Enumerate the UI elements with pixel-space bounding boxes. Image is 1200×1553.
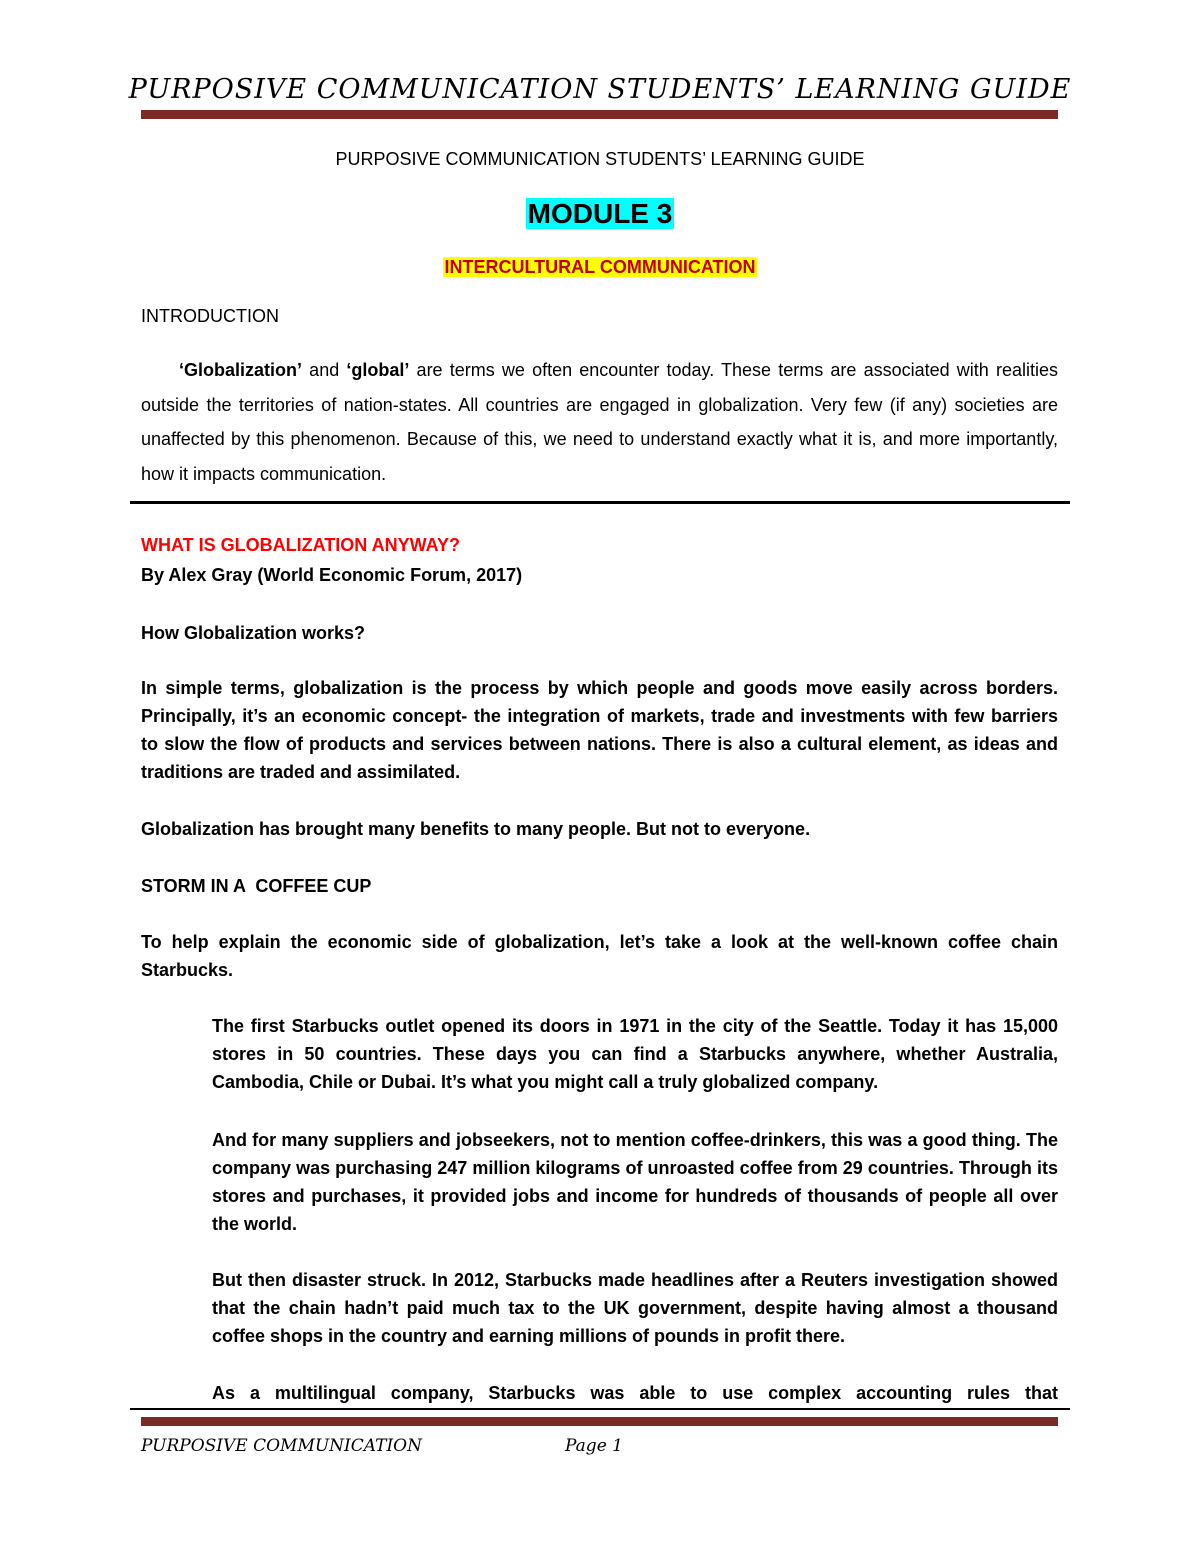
intro-and: and xyxy=(302,360,347,380)
article-paragraph-2: Globalization has brought many benefits to many people. But not to everyone. xyxy=(141,819,811,839)
module-label-text: MODULE 3 xyxy=(527,198,673,229)
article-paragraph-4: The first Starbucks outlet opened its doors in 1971 in the city of the Seattle. Today it has 15,000 stores in 50 countries. These days you can find a Starbucks anywhere, whether Australia, Cambodia, Chile or Dubai. It’s what you might call a truly globalized company. xyxy=(212,1016,1058,1092)
article-paragraph-1: In simple terms, globalization is the process by which people and goods move easily across borders. Principally, it’s an economic concept- the integration of markets, trade and investments with few barriers to slow the flow of products and services between nations. There is also a cultural element, as ideas and traditions are traded and assimilated. xyxy=(141,678,1058,782)
footer-course-name: PURPOSIVE COMMUNICATION xyxy=(141,1436,422,1456)
section-divider xyxy=(130,501,1070,504)
footer-rule xyxy=(141,1417,1058,1426)
term-global: ‘global’ xyxy=(346,360,410,380)
intro-rest: are terms we often encounter today. These terms are associated with realities outside the territories of nation-states. All countries are engaged in globalization. Very few (if any) societies are unaffected by this phenomenon. Because of this, we need to understand exactly what it is, and more importantly, how it impacts communication. xyxy=(141,360,1058,484)
intro-paragraph xyxy=(141,353,1058,491)
article-question: How Globalization works? xyxy=(141,623,366,643)
footer-rule-thin xyxy=(130,1408,1070,1410)
article-paragraph-3: To help explain the economic side of globalization, let’s take a look at the well-known coffee chain Starbucks. xyxy=(141,932,1058,980)
footer-page-number: Page 1 xyxy=(565,1436,623,1456)
module-subtitle xyxy=(0,255,1200,279)
document-title: PURPOSIVE COMMUNICATION STUDENTS’ LEARNING GUIDE xyxy=(335,149,865,169)
header-rule xyxy=(141,110,1058,119)
running-header-title: PURPOSIVE COMMUNICATION STUDENTS’ LEARNING GUIDE xyxy=(128,74,1072,105)
article-paragraph-7: As a multilingual company, Starbucks was able to use complex accounting rules that xyxy=(212,1383,1058,1403)
module-label xyxy=(0,197,1200,231)
article-byline: By Alex Gray (World Economic Forum, 2017) xyxy=(141,565,523,585)
intro-heading: INTRODUCTION xyxy=(141,306,279,326)
storm-heading: STORM IN A COFFEE CUP xyxy=(141,876,372,896)
footer-area xyxy=(0,1410,1200,1553)
article-heading: WHAT IS GLOBALIZATION ANYWAY? xyxy=(141,535,460,555)
term-globalization: ‘Globalization’ xyxy=(179,360,303,380)
article-paragraph-6: But then disaster struck. In 2012, Starbucks made headlines after a Reuters investigation showed that the chain hadn’t paid much tax to the UK government, despite having almost a thousand coffee shops in the country and earning millions of pounds in profit there. xyxy=(212,1270,1058,1346)
module-subtitle-text: INTERCULTURAL COMMUNICATION xyxy=(444,257,756,277)
article-paragraph-5: And for many suppliers and jobseekers, not to mention coffee-drinkers, this was a good thing. The company was purchasing 247 million kilograms of unroasted coffee from 29 countries. Through its stores and purchases, it provided jobs and income for hundreds of thousands of people all over the world. xyxy=(212,1130,1058,1234)
